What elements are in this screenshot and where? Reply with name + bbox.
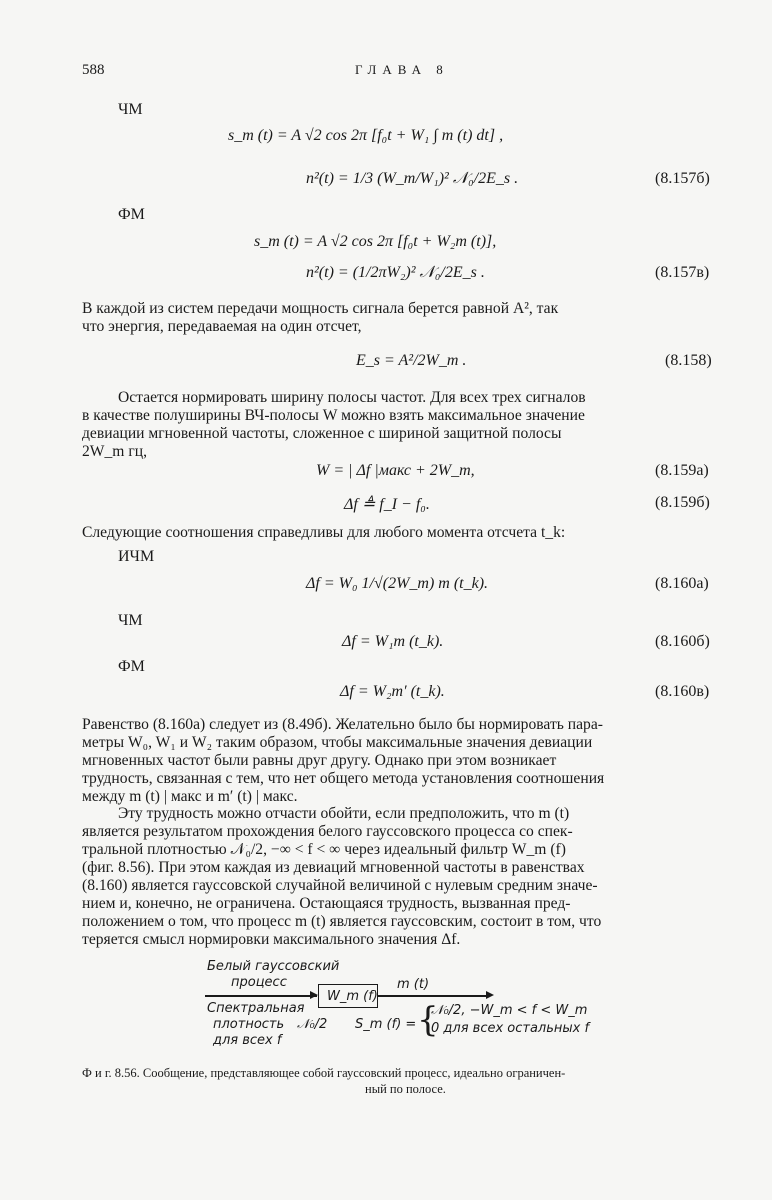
paragraph-1-line-1: В каждой из систем передачи мощность сигнала берется равной A², так <box>82 300 559 317</box>
label-fm-2: ФМ <box>118 658 145 675</box>
figure-sm-label: S_m (f) = <box>355 1017 417 1032</box>
paragraph-2-line-4: 2W_m гц, <box>82 443 147 460</box>
figure-caption-line-1: Ф и г. 8.56. Сообщение, представляющее собой гауссовский процесс, идеально ограничен- <box>82 1066 566 1080</box>
figure-8-56 <box>205 955 605 1050</box>
label-cm-2: ЧМ <box>118 612 143 629</box>
figure-density-line3: для всех f <box>213 1033 282 1048</box>
eq-157v-line2: n²(t) = (1/2πW₂)² 𝒩₀/2E_s . <box>306 264 485 281</box>
paragraph-5-line-8: теряется смысл нормировки максимального значения Δf. <box>82 931 461 948</box>
eq-159b-number: (8.159б) <box>655 494 710 511</box>
figure-caption-line-2: ный по полосе. <box>365 1082 446 1096</box>
eq-159b: Δf ≜ f_I − f₀. <box>344 496 430 513</box>
eq-157v-line1: s_m (t) = A √2 cos 2π [f₀t + W₂m (t)], <box>254 233 497 250</box>
figure-case-2: 0 для всех остальных f <box>431 1021 590 1036</box>
paragraph-4-line-4: трудность, связанная с тем, что нет общего метода установления соотношения <box>82 770 605 787</box>
eq-157v-number: (8.157в) <box>655 264 710 281</box>
label-fm: ФМ <box>118 206 145 223</box>
eq-159a-number: (8.159а) <box>655 462 709 479</box>
paragraph-5-line-3: тральной плотностью 𝒩₀/2, −∞ < f < ∞ через идеальный фильтр W_m (f) <box>82 841 566 858</box>
paragraph-3: Следующие соотношения справедливы для любого момента отсчета t_k: <box>82 524 566 541</box>
figure-case-1: 𝒩₀/2, −W_m < f < W_m <box>431 1003 588 1018</box>
paragraph-1-line-2: что энергия, передаваемая на один отсчет, <box>82 318 362 335</box>
eq-159a: W = | Δf |макс + 2W_m, <box>316 462 475 479</box>
paragraph-2-line-1: Остается нормировать ширину полосы частот. Для всех трех сигналов <box>118 389 586 406</box>
paragraph-4-line-2: метры W₀, W₁ и W₂ таким образом, чтобы максимальные значения девиации <box>82 734 593 751</box>
paragraph-5-line-7: положением о том, что процесс m (t) является гауссовским, состоит в том, что <box>82 913 602 930</box>
eq-157b-number: (8.157б) <box>655 170 710 187</box>
figure-input-line2: процесс <box>231 975 287 990</box>
paragraph-5-line-6: нием и, конечно, не ограничена. Остающаяся трудность, вызванная пред- <box>82 895 571 912</box>
eq-160v-number: (8.160в) <box>655 683 710 700</box>
output-arrowhead-icon <box>486 991 494 999</box>
filter-label: W_m (f) <box>327 989 378 1004</box>
eq-157b-line2: n²(t) = 1/3 (W_m/W₁)² 𝒩₀/2E_s . <box>306 170 519 187</box>
paragraph-5-line-4: (фиг. 8.56). При этом каждая из девиаций мгновенной частоты в равенствах <box>82 859 585 876</box>
paragraph-5-line-5: (8.160) является гауссовской случайной величиной с нулевым средним значе- <box>82 877 598 894</box>
paragraph-2-line-3: девиации мгновенной частоты, сложенное с шириной защитной полосы <box>82 425 562 442</box>
figure-input-line1: Белый гауссовский <box>207 959 340 974</box>
paragraph-4-line-5: между m (t) | макс и m′ (t) | макс. <box>82 788 298 805</box>
chapter-title: ГЛАВА 8 <box>355 62 449 77</box>
figure-density-line2: плотность <box>213 1017 285 1032</box>
eq-158: E_s = A²/2W_m . <box>356 352 467 369</box>
paragraph-4-line-3: мгновенных частот были равны друг другу. Однако при этом возникает <box>82 752 557 769</box>
eq-160a-number: (8.160а) <box>655 575 709 592</box>
eq-160b-number: (8.160б) <box>655 633 710 650</box>
paragraph-5-line-2: является результатом прохождения белого гауссовского процесса со спек- <box>82 823 573 840</box>
input-arrow-line <box>205 995 317 997</box>
input-arrowhead-icon <box>310 991 318 999</box>
figure-density-line1: Спектральная <box>207 1001 305 1016</box>
label-icm: ИЧМ <box>118 548 155 565</box>
paragraph-2-line-2: в качестве полуширины ВЧ-полосы W можно взять максимальное значение <box>82 407 585 424</box>
page-number: 588 <box>82 62 105 78</box>
brace-icon: { <box>417 1000 439 1040</box>
figure-output-label: m (t) <box>397 977 430 992</box>
eq-160a: Δf = W₀ 1/√(2W_m) m (t_k). <box>306 575 489 592</box>
paragraph-5-line-1: Эту трудность можно отчасти обойти, если предположить, что m (t) <box>118 805 570 822</box>
eq-158-number: (8.158) <box>665 352 712 369</box>
figure-density-value: 𝒩₀/2 <box>297 1017 328 1032</box>
label-cm: ЧМ <box>118 101 143 118</box>
eq-160b: Δf = W₁m (t_k). <box>342 633 444 650</box>
eq-160v: Δf = W₂m′ (t_k). <box>340 683 445 700</box>
eq-157b-line1: s_m (t) = A √2 cos 2π [f₀t + W₁ ∫ m (t) dt] , <box>228 127 504 144</box>
paragraph-4-line-1: Равенство (8.160а) следует из (8.49б). Желательно было бы нормировать пара- <box>82 716 603 733</box>
output-arrow-line <box>378 995 490 997</box>
filter-box <box>318 984 378 1008</box>
